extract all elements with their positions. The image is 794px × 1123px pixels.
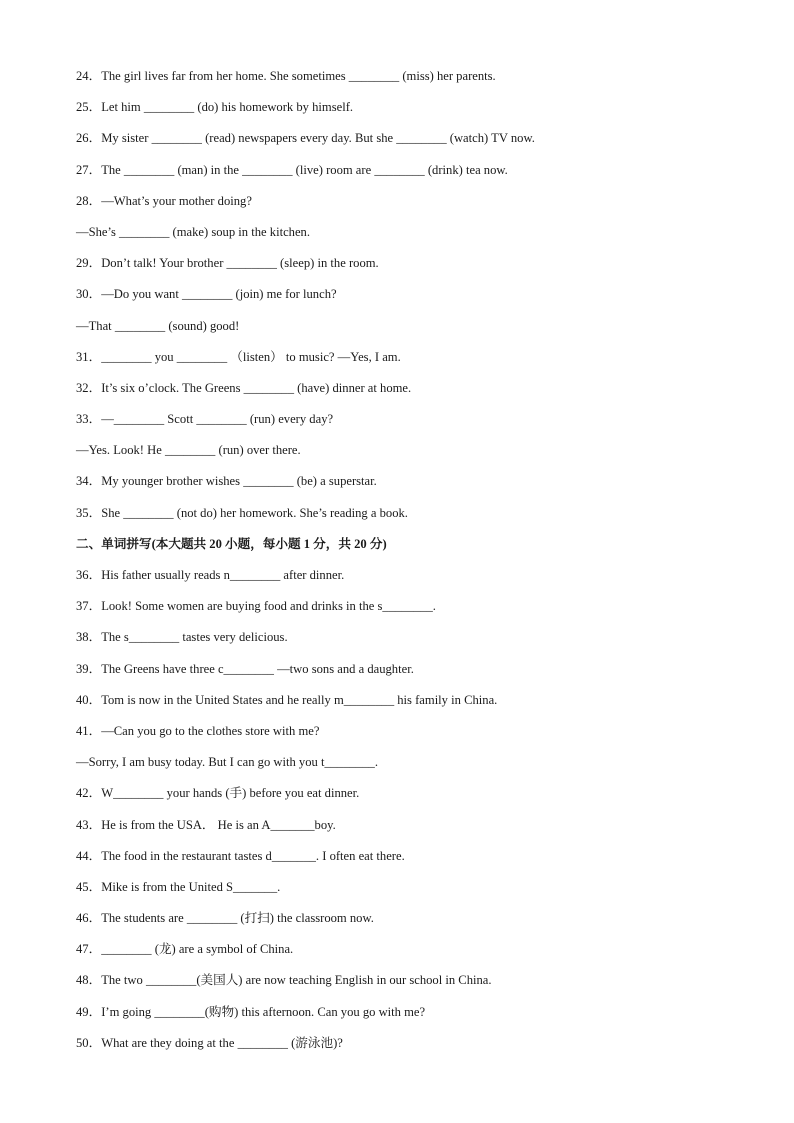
question-38: 38．The s________ tastes very delicious. [76, 630, 288, 645]
question-29: 29．Don’t talk! Your brother ________ (sleep) in the room. [76, 256, 379, 271]
question-34: 34．My younger brother wishes ________ (be) a superstar. [76, 474, 377, 489]
question-30: 30．—Do you want ________ (join) me for lunch? [76, 287, 337, 302]
question-43: 43．He is from the USA． He is an A_______boy. [76, 817, 336, 832]
question-25: 25．Let him ________ (do) his homework by himself. [76, 100, 354, 115]
question-41-answer: —Sorry, I am busy today. But I can go with you t________. [76, 755, 378, 770]
question-list [76, 66, 766, 1064]
question-30-answer: —That ________ (sound) good! [76, 318, 240, 333]
question-50: 50．What are they doing at the ________ (游泳池)? [76, 1035, 343, 1050]
question-33-answer: —Yes. Look! He ________ (run) over there. [76, 443, 301, 458]
question-33: 33．—________ Scott ________ (run) every day? [76, 412, 334, 427]
question-27: 27．The ________ (man) in the ________ (live) room are ________ (drink) tea now. [76, 162, 508, 177]
question-24: 24．The girl lives far from her home. She sometimes ________ (miss) her parents. [76, 69, 496, 83]
question-48: 48．The two ________(美国人) are now teaching English in our school in China. [76, 973, 492, 988]
question-31: 31．________ you ________ （listen） to music? —Yes, I am. [76, 349, 401, 364]
question-26: 26．My sister ________ (read) newspapers every day. But she ________ (watch) TV now. [76, 131, 535, 146]
question-35: 35．She ________ (not do) her homework. She’s reading a book. [76, 505, 408, 520]
question-46: 46．The students are ________ (打扫) the classroom now. [76, 911, 374, 926]
question-49: 49．I’m going ________(购物) this afternoon. Can you go with me? [76, 1004, 426, 1019]
question-28: 28．—What’s your mother doing? [76, 193, 252, 208]
question-32: 32．It’s six o’clock. The Greens ________ (have) dinner at home. [76, 380, 412, 395]
question-47: 47．________ (龙) are a symbol of China. [76, 942, 294, 957]
question-39: 39．The Greens have three c________ —two sons and a daughter. [76, 661, 414, 676]
question-36: 36．His father usually reads n________ after dinner. [76, 568, 345, 582]
question-42: 42．W________ your hands (手) before you eat dinner. [76, 786, 360, 801]
question-45: 45．Mike is from the United S_______. [76, 879, 281, 894]
question-41: 41．—Can you go to the clothes store with me? [76, 723, 320, 738]
question-44: 44．The food in the restaurant tastes d_______. I often eat there. [76, 848, 405, 863]
question-37: 37．Look! Some women are buying food and drinks in the s________. [76, 599, 436, 614]
section-heading: 二、单词拼写(本大题共 20 小题，每小题 1 分，共 20 分) [76, 536, 387, 551]
question-40: 40．Tom is now in the United States and he really m________ his family in China. [76, 692, 498, 707]
question-28-answer: —She’s ________ (make) soup in the kitchen. [76, 224, 310, 239]
